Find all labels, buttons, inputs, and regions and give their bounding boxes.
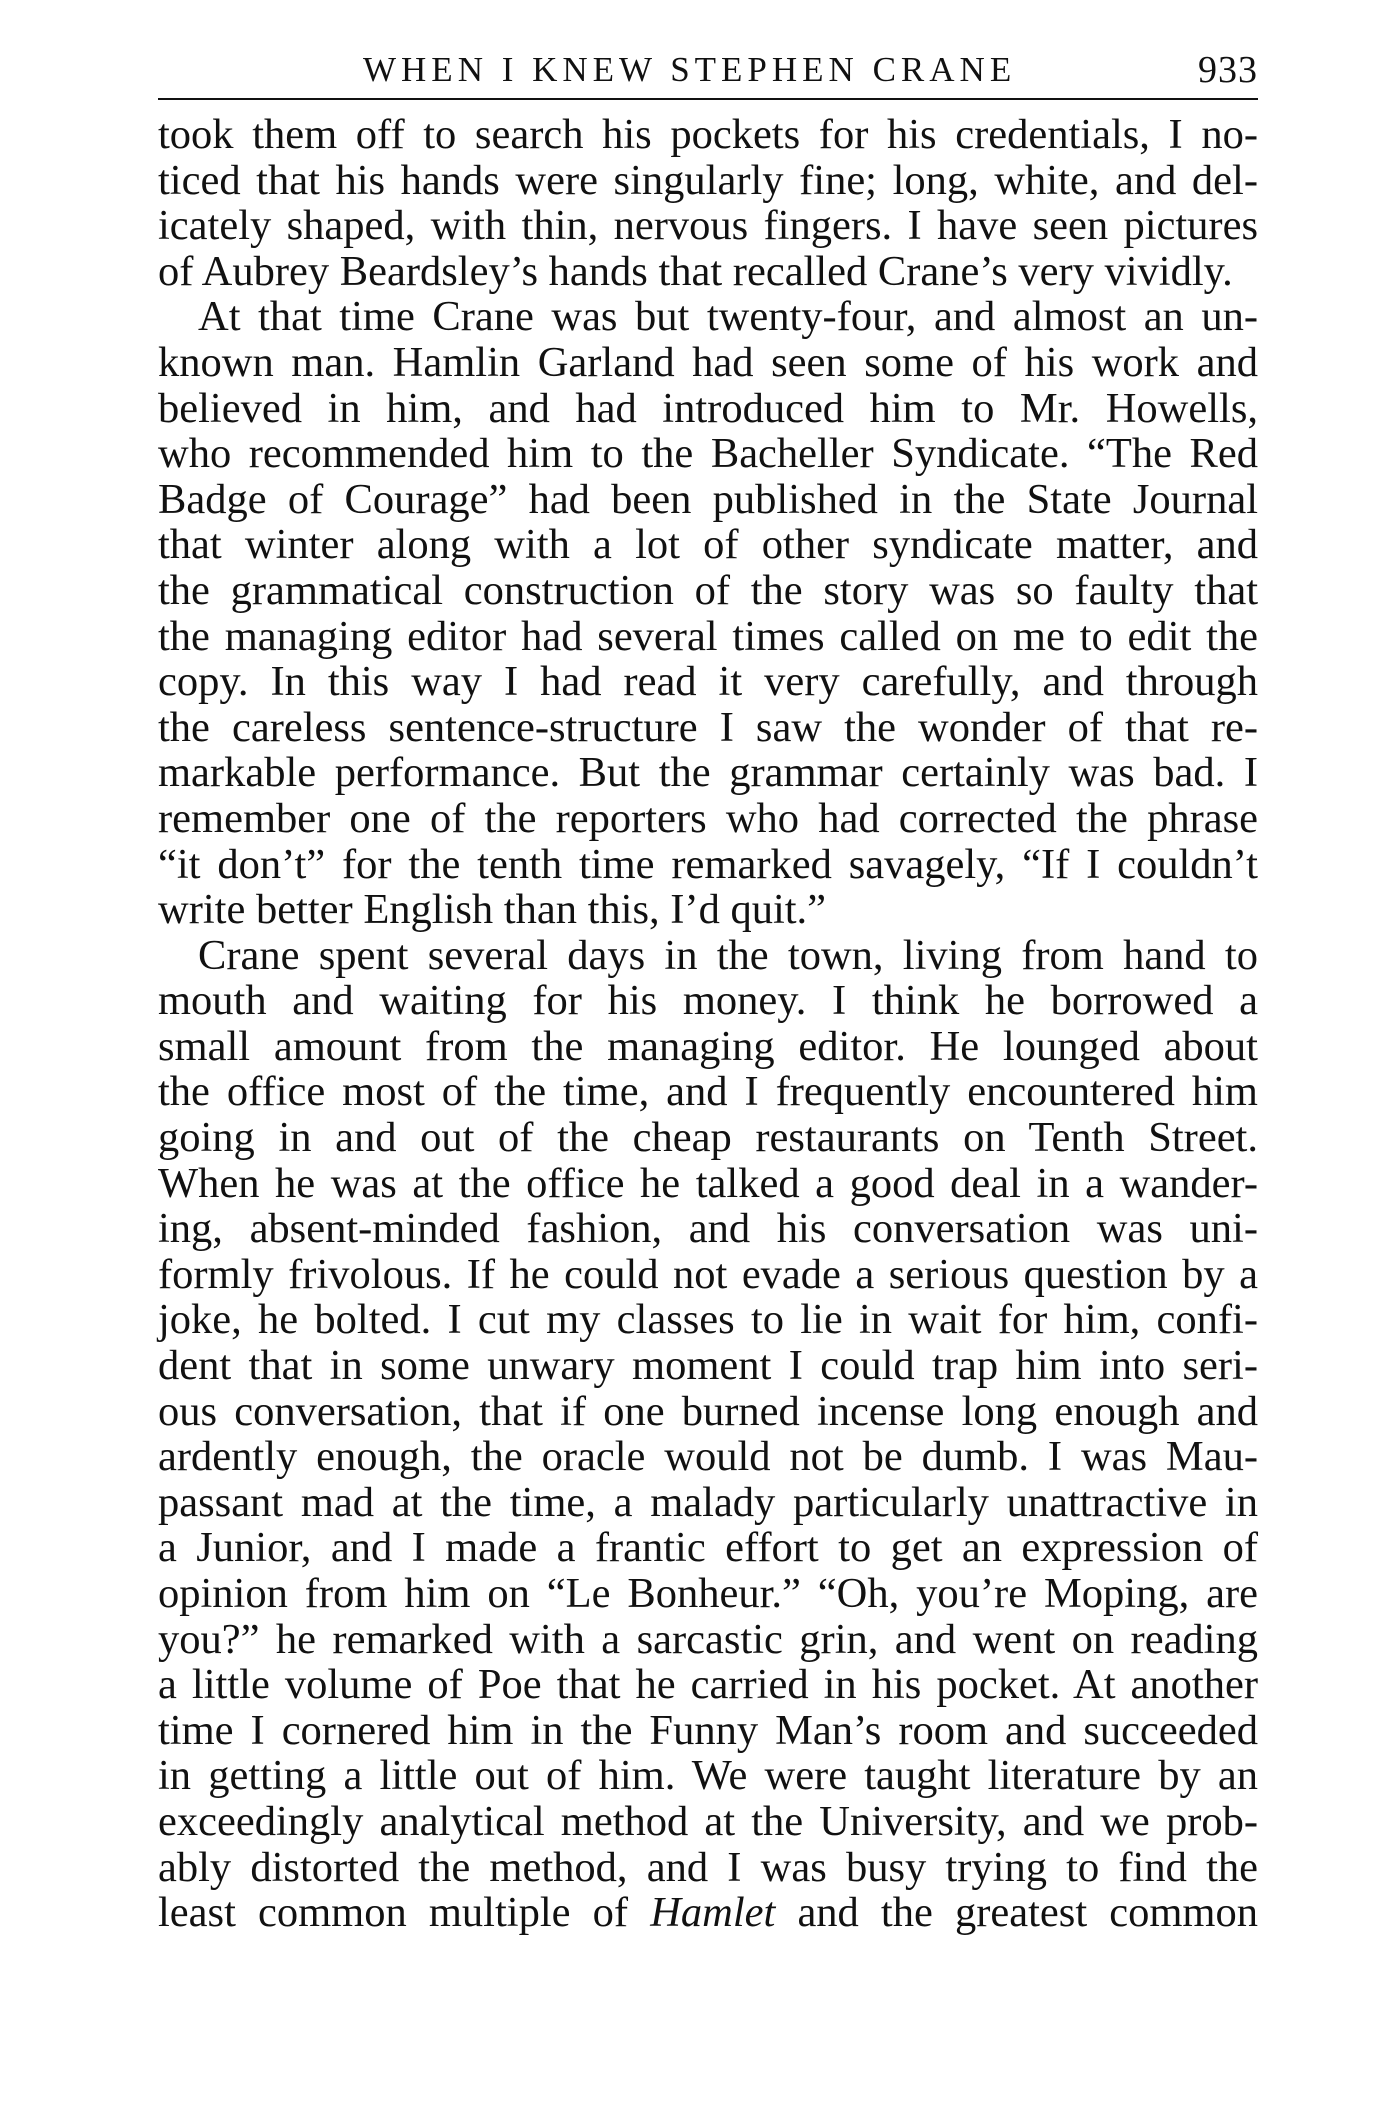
text-line: “it don’t” for the tenth time remarked savagely, “If I couldn’t <box>158 840 1258 888</box>
hamlet-title-italic: Hamlet <box>650 1889 776 1937</box>
text-line: you?” he remarked with a sarcastic grin, and went on reading <box>158 1615 1258 1663</box>
page-number: 933 <box>1198 49 1258 91</box>
final-text-line <box>158 1890 1258 1936</box>
text-line: the careless sentence-structure I saw the wonder of that re- <box>158 703 1258 751</box>
text-line: of Aubrey Beardsley’s hands that recalled Crane’s very vividly. <box>158 247 1233 295</box>
paragraph-start-line: At that time Crane was but twenty-four, and almost an un- <box>198 293 1258 341</box>
body-text <box>158 112 1258 1936</box>
text-line: remember one of the reporters who had corrected the phrase <box>158 794 1258 842</box>
text-line: When he was at the office he talked a good deal in a wander- <box>158 1159 1258 1207</box>
text-line: joke, he bolted. I cut my classes to lie in wait for him, confi- <box>158 1296 1258 1344</box>
text-line: who recommended him to the Bacheller Syndicate. “The Red <box>158 430 1258 478</box>
text-line: in getting a little out of him. We were taught literature by an <box>158 1752 1258 1800</box>
text-line: exceedingly analytical method at the University, and we prob- <box>158 1797 1258 1845</box>
text-line: the office most of the time, and I frequently encountered him <box>158 1068 1258 1116</box>
text-line: ardently enough, the oracle would not be dumb. I was Mau- <box>158 1433 1258 1481</box>
text-line: time I cornered him in the Funny Man’s room and succeeded <box>158 1706 1258 1754</box>
text-line: icately shaped, with thin, nervous fingers. I have seen pictures <box>158 202 1258 250</box>
text-line: write better English than this, I’d quit.” <box>158 886 827 934</box>
running-head <box>158 40 1258 100</box>
text-line: took them off to search his pockets for his credentials, I no- <box>158 111 1258 158</box>
text-line: that winter along with a lot of other syndicate matter, and <box>158 521 1258 569</box>
text-line: ous conversation, that if one burned incense long enough and <box>158 1387 1258 1435</box>
text-line: a little volume of Poe that he carried in his pocket. At another <box>158 1661 1258 1709</box>
text-line: small amount from the managing editor. He lounged about <box>158 1022 1258 1070</box>
paragraph-start-line: Crane spent several days in the town, living from hand to <box>198 931 1258 979</box>
text-line: believed in him, and had introduced him to Mr. Howells, <box>158 384 1258 432</box>
text-line: opinion from him on “Le Bonheur.” “Oh, you’re Moping, are <box>158 1570 1258 1617</box>
text-line: ably distorted the method, and I was busy trying to find the <box>158 1843 1258 1891</box>
text-line: markable performance. But the grammar certainly was bad. I <box>158 749 1258 797</box>
text-line: a Junior, and I made a frantic effort to get an expression of <box>158 1524 1258 1572</box>
text-line: known man. Hamlin Garland had seen some of his work and <box>158 338 1258 386</box>
text-line: the managing editor had several times called on me to edit the <box>158 612 1258 660</box>
final-line-after: and the greatest common <box>775 1889 1258 1937</box>
text-line: mouth and waiting for his money. I think he borrowed a <box>158 977 1258 1025</box>
text-line: dent that in some unwary moment I could trap him into seri- <box>158 1342 1258 1390</box>
text-line: formly frivolous. If he could not evade a serious question by a <box>158 1250 1258 1298</box>
text-line: copy. In this way I had read it very carefully, and through <box>158 658 1258 706</box>
header-rule <box>158 98 1258 100</box>
text-line: the grammatical construction of the story was so faulty that <box>158 566 1258 614</box>
text-line: going in and out of the cheap restaurants on Tenth Street. <box>158 1114 1258 1162</box>
text-line: passant mad at the time, a malady particularly unattractive in <box>158 1478 1258 1526</box>
final-line-before: least common multiple of <box>158 1889 651 1937</box>
running-title: WHEN I KNEW STEPHEN CRANE <box>363 50 1017 89</box>
text-line: Badge of Courage” had been published in the State Journal <box>158 475 1258 523</box>
text-line: ticed that his hands were singularly fine; long, white, and del- <box>158 156 1258 204</box>
text-line: ing, absent-minded fashion, and his conversation was uni- <box>158 1205 1258 1253</box>
